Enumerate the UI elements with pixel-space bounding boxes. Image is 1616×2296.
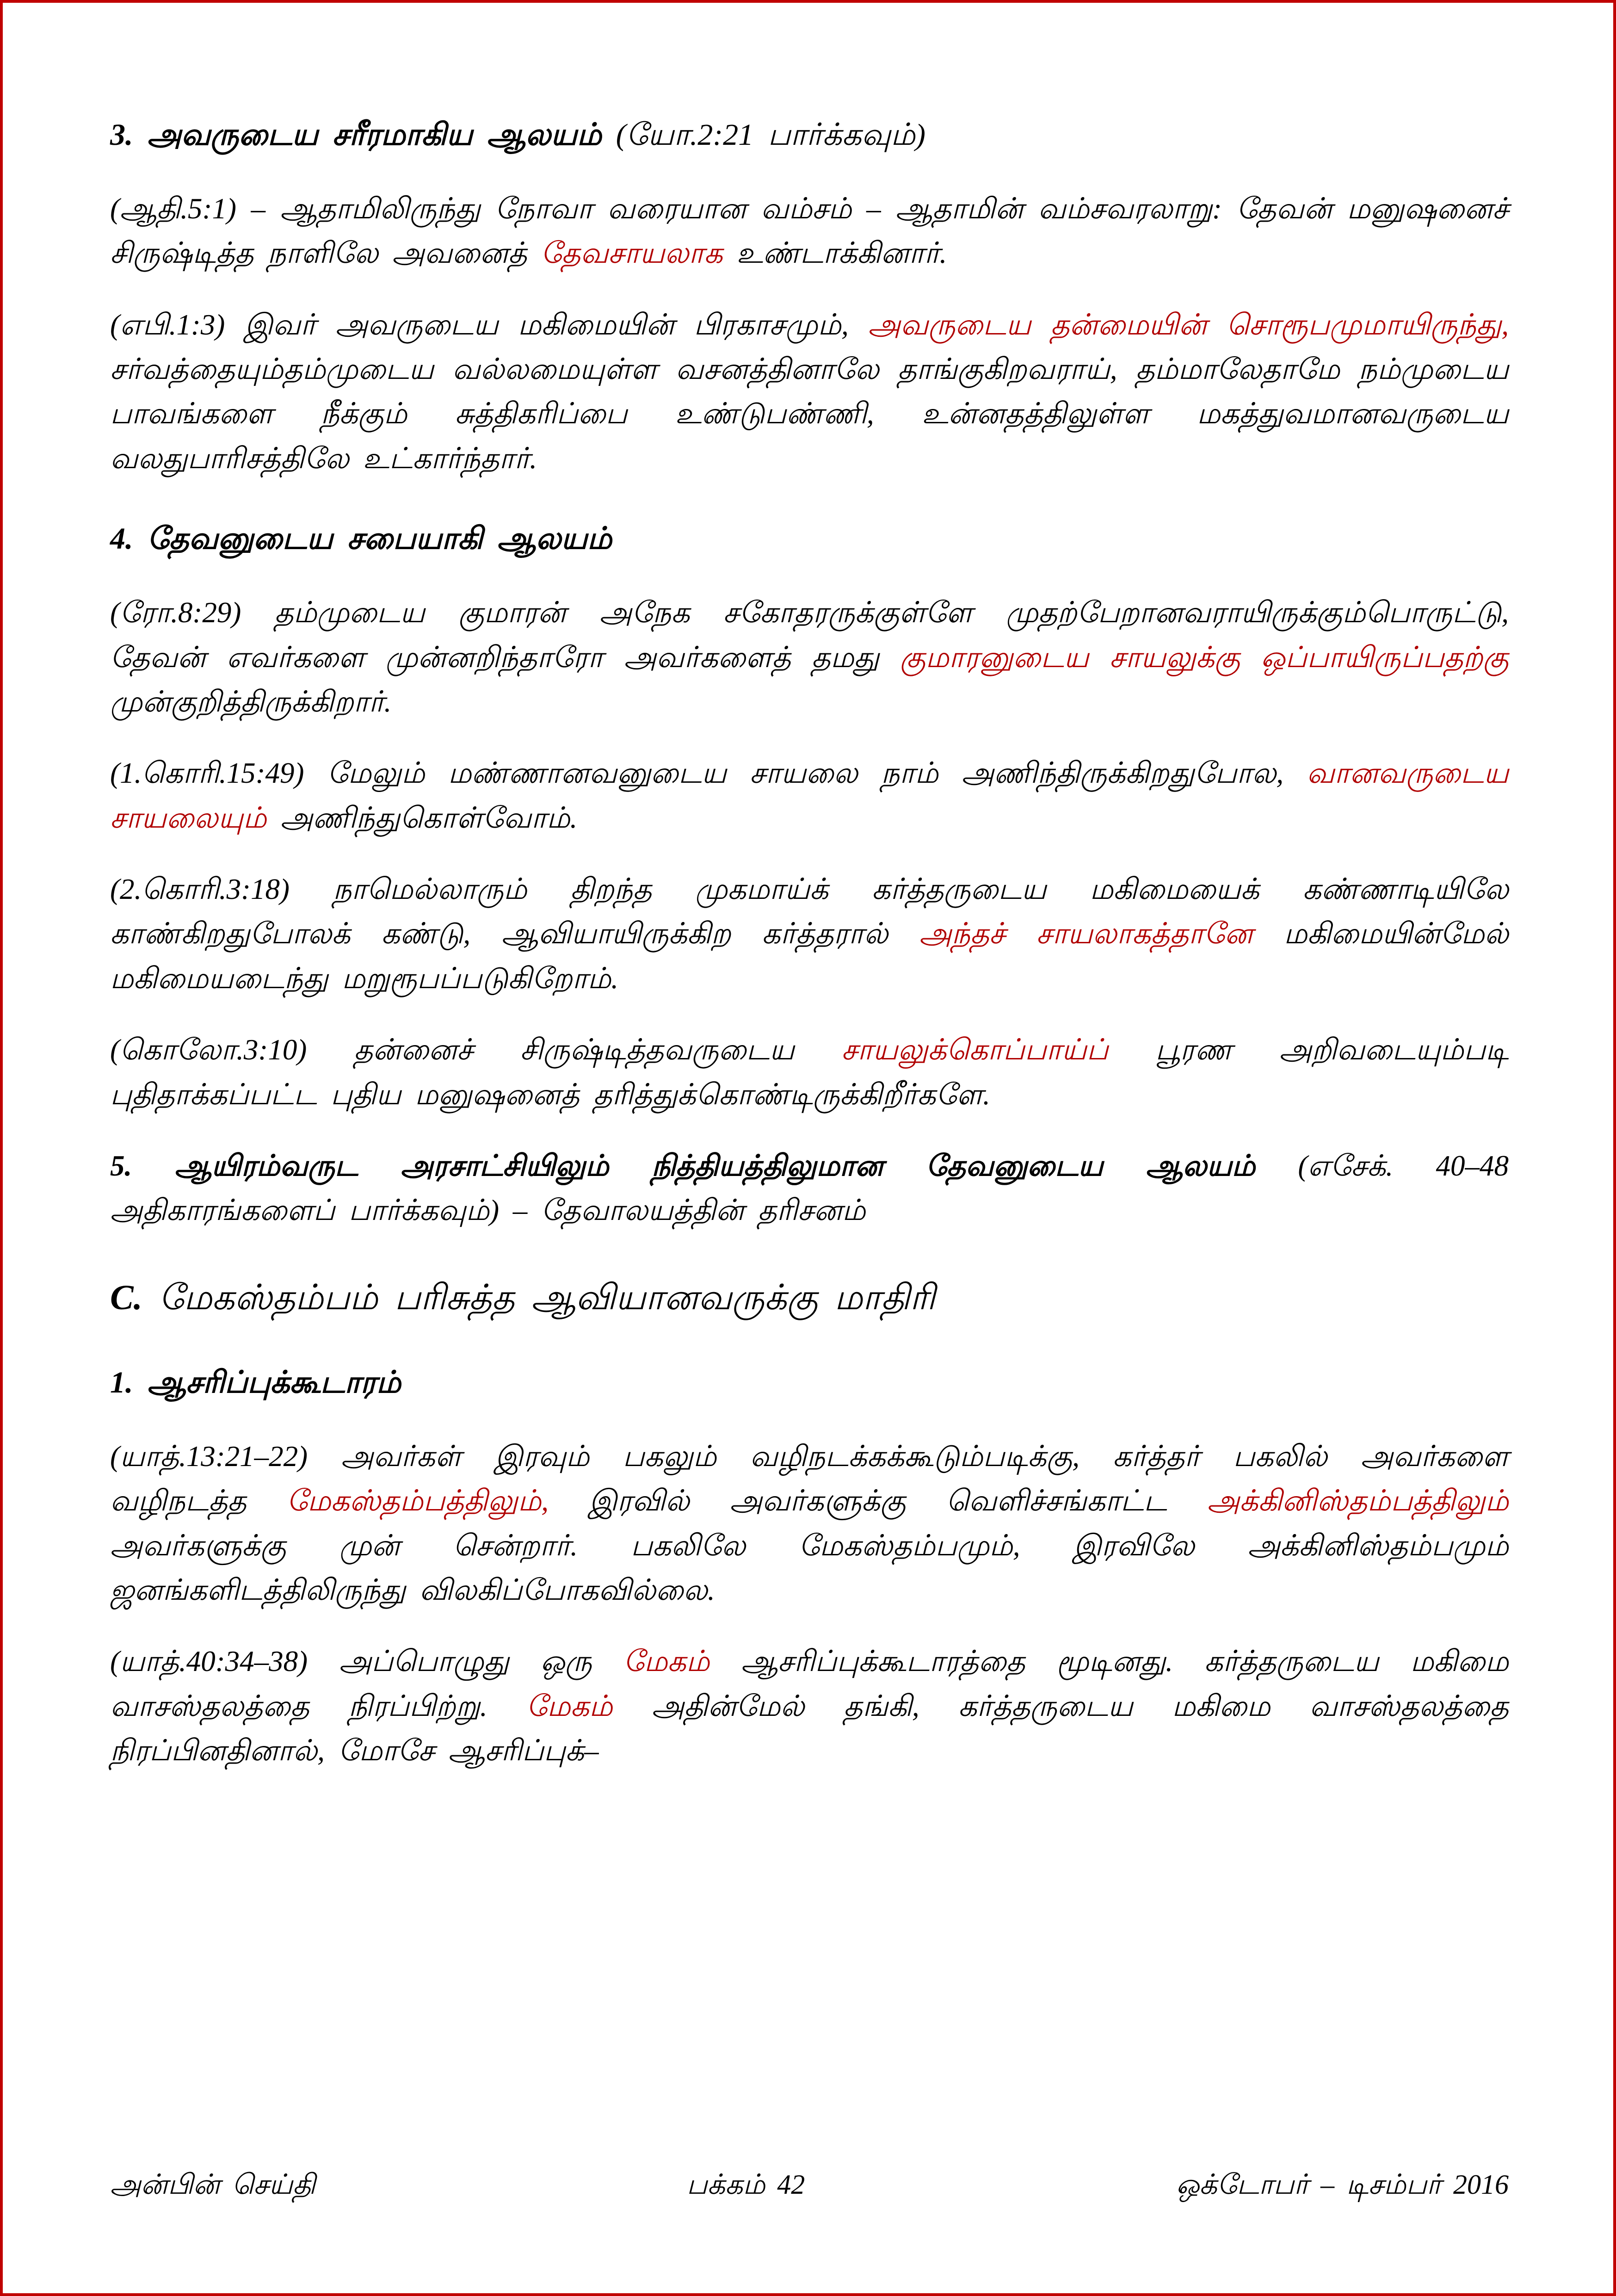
text-run: வானவருடைய சாயலையும் [110, 757, 1509, 834]
heading-section-c [110, 1271, 1509, 1324]
text-run: தேவசாயலாக [541, 237, 723, 270]
heading-section-1 [110, 1360, 1509, 1406]
text-run: (எபி.1:3) இவர் அவருடைய மகிமையின் பிரகாசமும், [110, 308, 868, 341]
para-2corinthians-3-18 [110, 867, 1509, 1001]
text-run: முன்குறித்திருக்கிறார். [110, 685, 392, 718]
text-run: இரவில் அவர்களுக்கு வெளிச்சங்காட்ட [549, 1485, 1208, 1517]
footer-issue-date: ஒக்டோபர் – டிசம்பர் 2016 [1176, 2169, 1509, 2200]
text-run: (கொலோ.3:10) தன்னைச் சிருஷ்டித்தவருடைய [110, 1034, 842, 1066]
text-run: உண்டாக்கினார். [722, 237, 947, 270]
text-run: பூரண அறிவடையும்படி புதிதாக்கப்பட்ட புதிய மனுஷனைத் தரித்துக்கொண்டிருக்கிறீர்களே. [110, 1034, 1509, 1111]
text-run: (ரோ.8:29) தம்முடைய குமாரன் அநேக சகோதரருக்குள்ளே முதற்பேறானவராயிருக்கும்பொருட்டு, தேவன் எவர்களை முன்னறிந்தாரோ அவர்களைத் தமது [110, 596, 1509, 674]
text-run: ஆசரிப்புக்கூடாரத்தை மூடினது. கர்த்தருடைய மகிமை வாசஸ்தலத்தை நிரப்பிற்று. [110, 1645, 1509, 1722]
text-run: அந்தச் சாயலாகத்தானே [919, 917, 1253, 950]
text-run: C. [110, 1278, 159, 1317]
text-run: (யாத்.40:34–38) அப்பொழுது ஒரு [110, 1645, 623, 1678]
text-run: மேகம் [526, 1690, 613, 1722]
page-footer [110, 2169, 1509, 2204]
text-run: சாயலுக்கொப்பாய்ப் [841, 1034, 1109, 1066]
text-run: அணிந்துகொள்வோம். [266, 801, 578, 834]
text-run: மேகஸ்தம்பம் பரிசுத்த ஆவியானவருக்கு மாதிரி [159, 1278, 936, 1317]
heading-section-3 [110, 112, 1509, 159]
para-genesis-5-1 [110, 186, 1509, 276]
text-run: 1. ஆசரிப்புக்கூடாரம் [110, 1365, 401, 1399]
text-run: சர்வத்தையும்தம்முடைய வல்லமையுள்ள வசனத்தினாலே தாங்குகிறவராய், தம்மாலேதாமே நம்முடைய பாவங்களை நீக்கும் சுத்திகரிப்பை உண்டுபண்ணி, உன்னதத்திலுள்ள மகத்துவமானவருடைய வலதுபாரிசத்திலே உட்கார்ந்தார். [110, 353, 1509, 475]
para-exodus-13-21-22 [110, 1434, 1509, 1613]
text-run: அக்கினிஸ்தம்பத்திலும் [1207, 1485, 1509, 1517]
heading-section-4 [110, 516, 1509, 563]
text-run: (யாத்.13:21–22) அவர்கள் இரவும் பகலும் வழிநடக்கக்கூடும்படிக்கு, கர்த்தர் பகலில் அவர்களை வழிநடத்த [110, 1440, 1509, 1517]
text-run: (2.கொரி.3:18) நாமெல்லாரும் திறந்த முகமாய்க் கர்த்தருடைய மகிமையைக் கண்ணாடியிலே காண்கிறதுபோலக் கண்டு, ஆவியாயிருக்கிற கர்த்தரால் [110, 873, 1509, 950]
para-exodus-40-34-38 [110, 1639, 1509, 1773]
text-run: (எசேக். 40–48 அதிகாரங்களைப் பார்க்கவும்) – தேவாலயத்தின் தரிசனம் [110, 1149, 1509, 1227]
para-1corinthians-15-49 [110, 751, 1509, 840]
para-colossians-3-10 [110, 1027, 1509, 1117]
text-run: மேகஸ்தம்பத்திலும், [287, 1485, 549, 1517]
footer-magazine-title: அன்பின் செய்தி [110, 2169, 316, 2200]
text-run: மேகம் [623, 1645, 710, 1678]
text-run: (1.கொரி.15:49) மேலும் மண்ணானவனுடைய சாயலை நாம் அணிந்திருக்கிறதுபோல, [110, 757, 1307, 790]
text-run: 3. அவருடைய சரீரமாகிய ஆலயம் [110, 118, 616, 152]
text-run: (ஆதி.5:1) – ஆதாமிலிருந்து நோவா வரையான வம்சம் – ஆதாமின் வம்சவரலாறு: தேவன் மனுஷனைச் சிருஷ்டித்த நாளிலே அவனைத் [110, 192, 1509, 270]
heading-section-5 [110, 1144, 1509, 1233]
text-run: (யோ.2:21 பார்க்கவும்) [616, 118, 925, 152]
text-run: மகிமையின்மேல் மகிமையடைந்து மறுரூபப்படுகிறோம். [110, 917, 1509, 995]
text-run: அவருடைய தன்மையின் சொரூபமுமாயிருந்து, [868, 308, 1509, 341]
text-run: குமாரனுடைய சாயலுக்கு ஒப்பாயிருப்பதற்கு [900, 641, 1509, 674]
text-run: அவர்களுக்கு முன் சென்றார். பகலிலே மேகஸ்தம்பமும், இரவிலே அக்கினிஸ்தம்பமும் ஜனங்களிடத்திலிருந்து விலகிப்போகவில்லை. [110, 1529, 1509, 1607]
text-run: 5. ஆயிரம்வருட அரசாட்சியிலும் நித்தியத்திலுமான தேவனுடைய ஆலயம் [110, 1149, 1298, 1182]
text-run: 4. தேவனுடைய சபையாகி ஆலயம் [110, 522, 612, 556]
text-run: அதின்மேல் தங்கி, கர்த்தருடைய மகிமை வாசஸ்தலத்தை நிரப்பினதினால், மோசே ஆசரிப்புக்– [110, 1690, 1509, 1767]
para-hebrews-1-3 [110, 303, 1509, 481]
footer-page-number: பக்கம் 42 [686, 2169, 805, 2200]
para-romans-8-29 [110, 590, 1509, 724]
